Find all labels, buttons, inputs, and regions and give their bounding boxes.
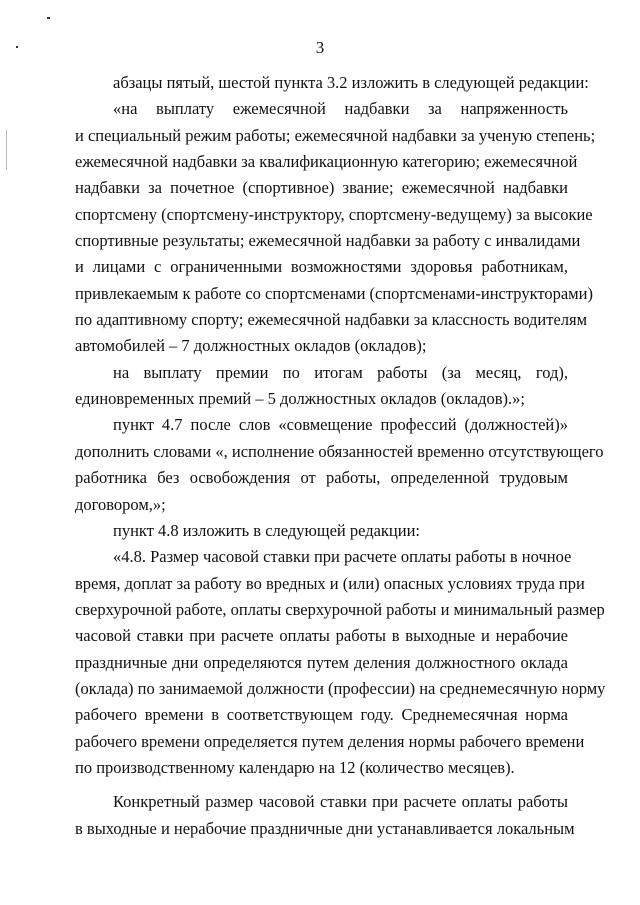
text-line: (оклада) по занимаемой должности (профессии) на среднемесячную норму <box>75 678 606 698</box>
text-line: работника без освобождения от работы, определенной трудовым <box>75 468 568 488</box>
text-line: спортсмену (спортсмену-инструктору, спортсмену-ведущему) за высокие <box>75 204 593 224</box>
text-line: привлекаемым к работе со спортсменами (спортсменами-инструкторами) <box>75 283 593 303</box>
text-line: праздничные дни определяются путем деления должностного оклада <box>75 652 568 672</box>
text-line: пункт 4.7 после слов «совмещение профессий (должностей)» <box>113 415 568 435</box>
text-line: рабочего времени определяется путем деления нормы рабочего времени <box>75 731 585 751</box>
paragraph-gap <box>75 781 568 789</box>
text-line: по адаптивному спорту; ежемесячной надбавки за классность водителям <box>75 310 588 330</box>
document-body <box>75 70 606 842</box>
page-number: 3 <box>315 38 325 57</box>
scan-speck <box>47 17 50 19</box>
text-line: и специальный режим работы; ежемесячной надбавки за ученую степень; <box>75 125 596 145</box>
text-line: в выходные и нерабочие праздничные дни устанавливается локальным <box>75 818 575 838</box>
text-line: абзацы пятый, шестой пункта 3.2 изложить в следующей редакции: <box>113 73 589 92</box>
text-line: «4.8. Размер часовой ставки при расчете оплаты работы в ночное <box>113 547 572 567</box>
text-line: договором,»; <box>75 494 166 514</box>
text-line: и лицами с ограниченными возможностями здоровья работникам, <box>75 257 568 277</box>
text-line: дополнить словами «, исполнение обязанностей временно отсутствующего <box>75 441 604 461</box>
text-line: на выплату премии по итогам работы (за месяц, год), <box>113 362 568 382</box>
text-line: ежемесячной надбавки за квалификационную категорию; ежемесячной <box>75 152 578 172</box>
text-line: спортивные результаты; ежемесячной надбавки за работу с инвалидами <box>75 231 581 251</box>
text-line: «на выплату ежемесячной надбавки за напряженность <box>113 99 568 119</box>
text-line: Конкретный размер часовой ставки при расчете оплаты работы <box>113 792 568 812</box>
text-line: сверхурочной работе, оплаты сверхурочной работы и минимальный размер <box>75 599 605 619</box>
text-line: время, доплат за работу во вредных и (или) опасных условиях труда при <box>75 573 585 593</box>
text-line: рабочего времени в соответствующем году. Среднемесячная норма <box>75 705 568 725</box>
text-line: пункт 4.8 изложить в следующей редакции: <box>113 520 421 540</box>
text-line: по производственному календарю на 12 (количество месяцев). <box>75 757 515 777</box>
text-line: автомобилей – 7 должностных окладов (окладов); <box>75 336 427 356</box>
text-line: единовременных премий – 5 должностных окладов (окладов).»; <box>75 389 526 409</box>
text-line: часовой ставки при расчете оплаты работы в выходные и нерабочие <box>75 626 568 646</box>
text-line: надбавки за почетное (спортивное) звание; ежемесячной надбавки <box>75 178 568 198</box>
scan-edge-mark <box>6 130 7 170</box>
